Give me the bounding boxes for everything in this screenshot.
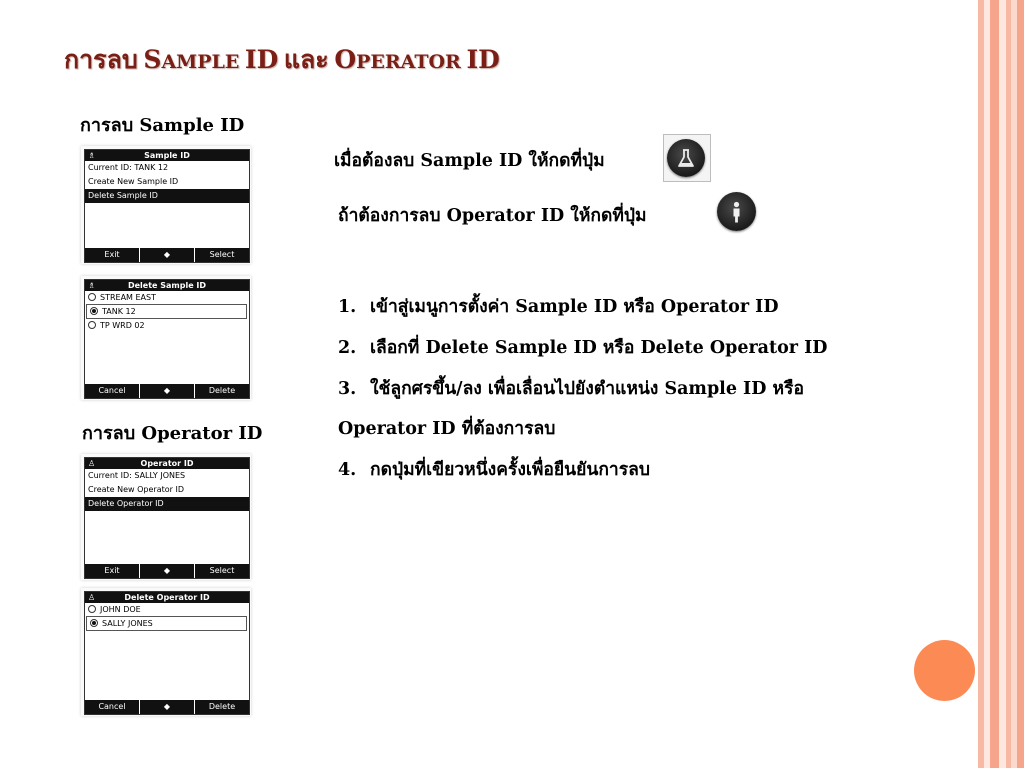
option-item[interactable] (85, 291, 249, 304)
softkey-bar (85, 564, 249, 578)
slide-title (64, 40, 500, 80)
softkey-bar (85, 248, 249, 262)
menu-item-current-id[interactable]: Current ID: TANK 12 (88, 163, 169, 172)
menu-item-create-new[interactable]: Create New Sample ID (88, 177, 179, 186)
softkey-exit[interactable]: Exit (104, 250, 120, 259)
softkey-select[interactable]: Select (194, 248, 249, 262)
heading-delete-operator-id: การลบ Operator ID (82, 423, 263, 444)
person-icon-glyph (717, 192, 756, 231)
radio-selected-icon (90, 307, 98, 315)
softkey-bar (85, 700, 249, 714)
flask-icon: ♗ (88, 281, 96, 290)
step-1: 1. เข้าสู่เมนูการตั้งค่า Sample ID หรือ Operator ID (338, 297, 779, 317)
title-o-rest: PERATOR (356, 51, 461, 73)
softkey-arrows[interactable]: ◆ (139, 248, 194, 262)
option-item[interactable] (85, 319, 249, 332)
softkey-cancel[interactable]: Cancel (98, 702, 126, 711)
option-label: TANK 12 (102, 307, 136, 316)
softkey-cancel[interactable]: Cancel (98, 386, 126, 395)
screen-delete-sample-id (81, 276, 251, 400)
title-id-1: ID (244, 45, 279, 74)
decorative-circle (914, 640, 975, 701)
softkey-delete[interactable]: Delete (194, 384, 249, 398)
screen-header: Sample ID (144, 151, 190, 160)
flask-icon: ♗ (88, 151, 96, 160)
menu-item-create-new[interactable]: Create New Operator ID (88, 485, 184, 494)
instruction-operator-button: ถ้าต้องการลบ Operator ID ให้กดที่ปุ่ม (338, 206, 647, 226)
radio-icon (88, 321, 96, 329)
person-icon[interactable] (717, 192, 756, 231)
softkey-delete[interactable]: Delete (194, 700, 249, 714)
screen-header: Delete Sample ID (127, 281, 207, 290)
radio-selected-icon (90, 619, 98, 627)
screen-header: Operator ID (140, 459, 194, 468)
decor-stripe-7 (1017, 0, 1024, 768)
title-id-2: ID (466, 45, 500, 74)
step-2: 2. เลือกที่ Delete Sample ID หรือ Delete Operator ID (338, 338, 828, 358)
heading-delete-sample-id: การลบ Sample ID (80, 115, 245, 136)
softkey-exit[interactable]: Exit (104, 566, 120, 575)
menu-item-delete[interactable]: Delete Operator ID (85, 497, 249, 511)
softkey-bar (85, 384, 249, 398)
option-label: TP WRD 02 (100, 321, 145, 330)
screen-header: Delete Operator ID (124, 593, 210, 602)
option-label: STREAM EAST (100, 293, 156, 302)
softkey-select[interactable]: Select (194, 564, 249, 578)
title-s-initial: S (143, 45, 162, 74)
softkey-arrows[interactable]: ◆ (139, 700, 194, 714)
option-item[interactable] (85, 603, 249, 616)
instruction-sample-button: เมื่อต้องลบ Sample ID ให้กดที่ปุ่ม (334, 151, 605, 171)
option-item-selected[interactable] (86, 304, 247, 319)
screen-delete-operator-id (81, 588, 251, 716)
flask-icon-glyph (667, 139, 705, 177)
radio-icon (88, 605, 96, 613)
menu-item-current-id[interactable]: Current ID: SALLY JONES (88, 471, 186, 480)
menu-item-delete[interactable]: Delete Sample ID (85, 189, 249, 203)
step-4: 4. กดปุ่มที่เขียวหนึ่งครั้งเพื่อยืนยันการลบ (338, 460, 650, 480)
option-label: JOHN DOE (100, 605, 141, 614)
radio-icon (88, 293, 96, 301)
option-item-selected[interactable] (86, 616, 247, 631)
screen-operator-id-menu (81, 454, 251, 580)
title-s-rest: AMPLE (161, 51, 240, 73)
title-o-initial: O (334, 45, 357, 74)
option-label: SALLY JONES (102, 619, 153, 628)
decor-stripe-3 (990, 0, 999, 768)
title-thai-and: และ (283, 45, 329, 74)
step-3-continued: Operator ID ที่ต้องการลบ (338, 419, 556, 439)
title-thai-delete: การลบ (64, 45, 138, 74)
softkey-arrows[interactable]: ◆ (139, 384, 194, 398)
person-icon: ♙ (88, 459, 96, 468)
screen-sample-id-menu (81, 146, 251, 264)
decor-stripe-4 (999, 0, 1006, 768)
flask-icon[interactable] (667, 139, 705, 177)
person-icon: ♙ (88, 593, 96, 602)
step-3: 3. ใช้ลูกศรขึ้น/ลง เพื่อเลื่อนไปยังตำแหน่ง Sample ID หรือ (338, 379, 804, 399)
softkey-arrows[interactable]: ◆ (139, 564, 194, 578)
